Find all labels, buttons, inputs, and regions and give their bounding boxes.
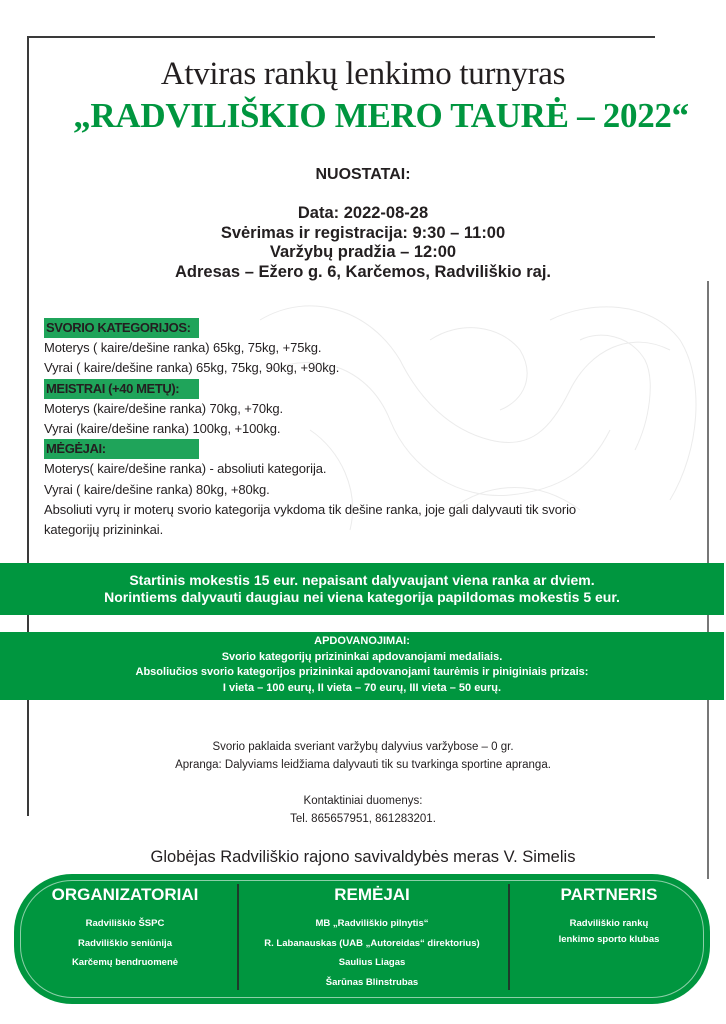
category-line: Vyrai ( kaire/dešine ranka) 65kg, 75kg, 90kg, +90kg.	[44, 360, 340, 376]
event-address: Adresas – Ežero g. 6, Karčemos, Radviliškio raj.	[174, 262, 551, 281]
category-line: Moterys ( kaire/dešine ranka) 65kg, 75kg, +75kg.	[44, 340, 322, 356]
contact-phones: Tel. 865657951, 861283201.	[290, 813, 436, 825]
category-line: Moterys( kaire/dešine ranka) - absoliuti kategorija.	[44, 461, 327, 477]
awards-line: Absoliučios svorio kategorijos prizininkai apdovanojami taurėmis ir piniginiais prizais:	[135, 666, 589, 678]
weight-categories-heading: SVORIO KATEGORIJOS:	[44, 318, 199, 338]
category-line: Vyrai (kaire/dešine ranka) 100kg, +100kg.	[44, 421, 281, 437]
categories-section	[44, 318, 684, 540]
attire-note: Apranga: Dalyviams leidžiama dalyvauti tik su tvarkinga sportine apranga.	[175, 759, 551, 771]
awards-heading: APDOVANOJIMAI:	[314, 635, 410, 647]
partner-column	[508, 874, 710, 947]
contact-section	[0, 792, 726, 828]
sponsor-item: MB „Radviliškio pilnytis“	[315, 918, 429, 929]
awards-line: Svorio kategorijų prizininkai apdovanojami medaliais.	[221, 650, 503, 663]
rules-heading: NUOSTATAI:	[315, 166, 411, 183]
fee-line: Startinis mokestis 15 eur. nepaisant dalyvaujant viena ranka ar dviem.	[129, 572, 595, 588]
awards-banner	[0, 632, 724, 700]
weight-tolerance-note: Svorio paklaida sveriant varžybų dalyvius varžybose – 0 gr.	[212, 741, 514, 753]
organizer-item: Radviliškio seniūnija	[78, 937, 172, 949]
category-line: kategorijų prizininkai.	[44, 522, 164, 538]
patron-line: Globėjas Radviliškio rajono savivaldybės meras V. Simelis	[150, 848, 576, 866]
organizers-title: ORGANIZATORIAI	[51, 885, 199, 904]
organizers-column	[14, 874, 236, 973]
partner-item: Radviliškio rankų	[569, 918, 649, 929]
partners-footer	[14, 874, 710, 1004]
weighing-time: Svėrimas ir registracija: 9:30 – 11:00	[220, 223, 506, 242]
frame-top-border	[28, 36, 655, 38]
category-line: Absoliuti vyrų ir moterų svorio kategorija vykdoma tik dešine ranka, joje gali dalyvauti tik svorio	[44, 501, 577, 517]
contact-label: Kontaktiniai duomenys:	[303, 795, 423, 807]
amateurs-heading: MĖGĖJAI:	[44, 439, 199, 459]
category-line: Moterys (kaire/dešine ranka) 70kg, +70kg.	[44, 400, 284, 416]
sponsor-item: Saulius Liagas	[338, 957, 406, 968]
fee-line: Norintiems dalyvauti daugiau nei viena kategorija papildomas mokestis 5 eur.	[104, 588, 620, 605]
event-subtitle: Atviras rankų lenkimo turnyras	[160, 56, 566, 92]
masters-heading: MEISTRAI (+40 METŲ):	[44, 379, 199, 399]
sponsor-item: R. Labanauskas (UAB „Autoreidas“ direktorius)	[264, 937, 480, 949]
category-line: Vyrai ( kaire/dešine ranka) 80kg, +80kg.	[44, 481, 270, 497]
awards-line: I vieta – 100 eurų, II vieta – 70 eurų, III vieta – 50 eurų.	[222, 681, 502, 694]
event-title: „RADVILIŠKIO MERO TAURĖ – 2022“	[73, 96, 689, 135]
partner-item: lenkimo sporto klubas	[558, 933, 660, 945]
organizer-item: Radviliškio ŠSPC	[85, 918, 165, 929]
start-time: Varžybų pradžia – 12:00	[269, 243, 457, 261]
sponsor-item: Šarūnas Blinstrubas	[325, 976, 419, 988]
sponsors-title: REMĖJAI	[334, 885, 410, 904]
notes-section	[0, 738, 726, 774]
partner-title: PARTNERIS	[560, 885, 658, 904]
organizer-item: Karčemų bendruomenė	[71, 957, 179, 968]
event-info	[0, 204, 726, 282]
event-date: Data: 2022-08-28	[297, 204, 429, 222]
entry-fee-banner	[0, 563, 724, 615]
sponsors-column	[236, 874, 508, 992]
